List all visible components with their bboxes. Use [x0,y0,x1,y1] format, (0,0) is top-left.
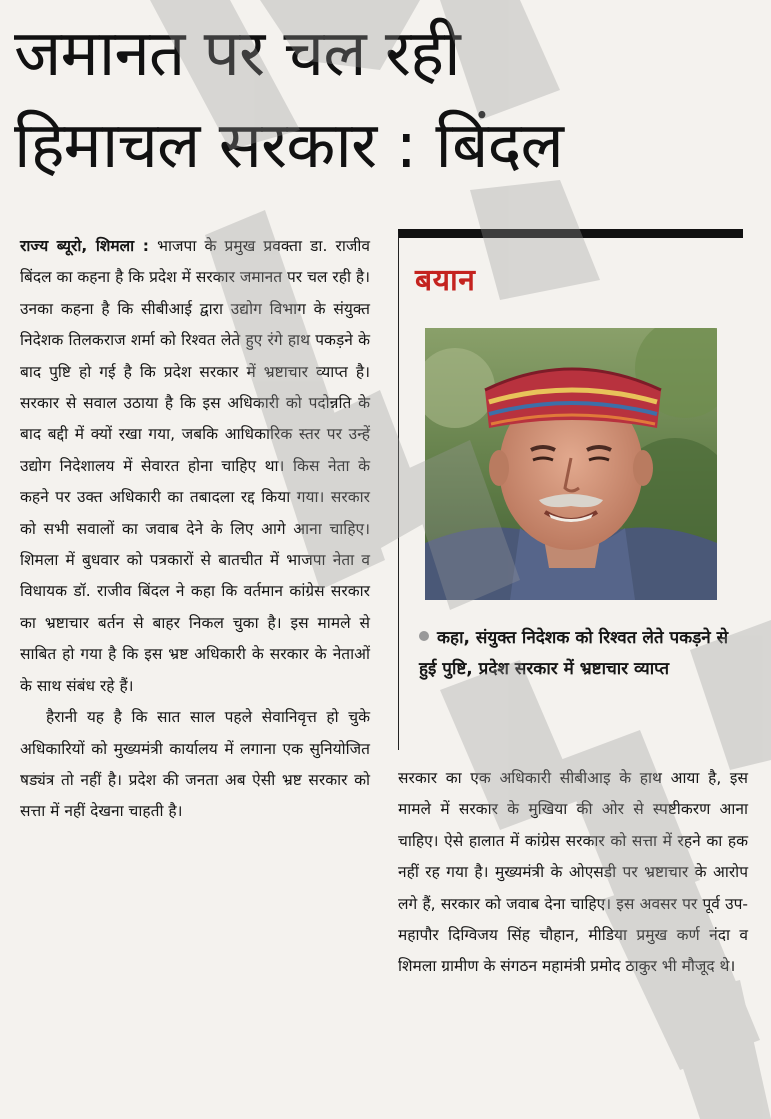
statement-box [398,229,743,750]
headline-line-2: हिमाचल सरकार : बिंदल [14,109,563,183]
portrait-photo [425,328,717,600]
article-left-column [20,231,370,828]
statement-caption [419,623,737,685]
dateline: राज्य ब्यूरो, शिमला : [20,237,149,255]
article-paragraph-3: सरकार का एक अधिकारी सीबीआइ के हाथ आया है, इस मामले में सरकार के मुखिया की ओर से स्पष्टीकरण आना चाहिए। ऐसे हालात में कांग्रेस सरकार को सत्ता में रहने का हक नहीं रह गया है। मुख्यमंत्री के ओएसडी पर भ्रष्टाचार के आरोप लगे हैं, सरकार को जवाब देना चाहिए। इस अवसर पर पूर्व उप-महापौर दिग्विजय सिंह चौहान, मीडिया प्रमुख कर्ण नंदा व शिमला ग्रामीण के संगठन महामंत्री प्रमोद ठाकुर भी मौजूद थे। [398,769,748,976]
headline [14,8,759,192]
headline-line-1: जमानत पर चल रही [14,17,460,91]
article-paragraph-2: हैरानी यह है कि सात साल पहले सेवानिवृत्त हो चुके अधिकारियों को मुख्यमंत्री कार्यालय में लगाना एक सुनियोजित षड्यंत्र तो नहीं है। प्रदेश की जनता अब ऐसी भ्रष्ट सरकार को सत्ता में नहीं देखना चाहती है। [20,708,370,821]
statement-label: बयान [415,263,476,298]
bullet-icon [419,631,429,641]
portrait-illustration [425,328,717,600]
statement-caption-text: कहा, संयुक्त निदेशक को रिश्वत लेते पकड़ने से हुई पुष्टि, प्रदेश सरकार में भ्रष्टाचार व्याप्त [419,628,729,679]
article-right-column [398,763,748,983]
article-paragraph-1-text: भाजपा के प्रमुख प्रवक्ता डा. राजीव बिंदल का कहना है कि प्रदेश में सरकार जमानत पर चल रही है। उनका कहना है कि सीबीआई द्वारा उद्योग विभाग के संयुक्त निदेशक तिलकराज शर्मा को रिश्वत लेते हुए रंगे हाथ पकड़ने के बाद पुष्टि हो गई है कि प्रदेश सरकार में भ्रष्टाचार व्याप्त है। सरकार से सवाल उठाया है कि इस अधिकारी को पदोन्नति के बाद बद्दी में क्यों रखा गया, जबकि आधिकारिक स्तर पर उन्हें उद्योग निदेशालय में सेवारत होना चाहिए था। किस नेता के कहने पर उक्त अधिकारी का तबादला रद्द किया गया। सरकार को सभी सवालों का जवाब देने के लिए आगे आना चाहिए। शिमला में बुधवार को पत्रकारों से बातचीत में भाजपा नेता व विधायक डॉ. राजीव बिंदल ने कहा कि वर्तमान कांग्रेस सरकार का भ्रष्टाचार बर्तन से बाहर निकल चुका है। इस मामले से साबित हो गया है कि इस भ्रष्ट अधिकारी के सरकार के नेताओं के साथ संबंध रहे हैं। [20,237,370,695]
article-paragraph-1 [20,231,370,702]
